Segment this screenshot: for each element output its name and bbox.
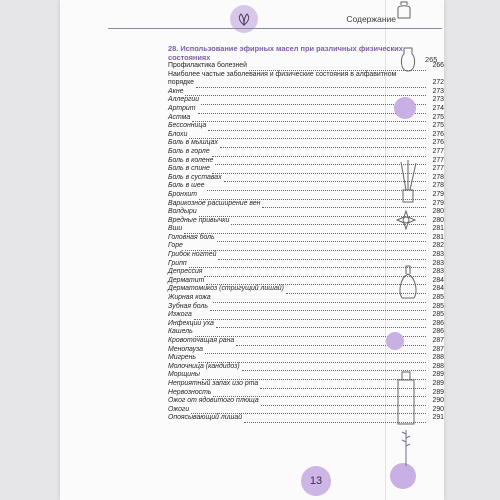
toc-entry-title: Кашель: [168, 328, 193, 336]
page-number-badge: [301, 466, 331, 496]
toc-entry-page: 276: [432, 139, 444, 147]
toc-entry-page: 275: [432, 122, 444, 130]
toc-entry-page: 274: [432, 104, 444, 112]
toc-entry-title: Боль в горле: [168, 147, 210, 155]
dot-leader: [202, 373, 426, 380]
dot-leader: [196, 81, 426, 88]
toc-entry-title: Аллергии: [168, 96, 200, 104]
toc-entry-page: 287: [432, 337, 444, 344]
toc-entry-page: 277: [432, 156, 444, 164]
toc-entry-page: 280: [432, 208, 444, 216]
toc-entry-title: порядке: [168, 79, 194, 87]
toc-entry-page: 282: [432, 242, 444, 250]
toc-entry: [168, 79, 444, 88]
dot-leader: [217, 235, 426, 242]
toc-entry: [168, 234, 444, 243]
book-page: [60, 0, 444, 500]
toc-entry-title: Вши: [168, 225, 183, 233]
toc-entry-page: 287: [432, 345, 444, 353]
lavender-icon: [398, 426, 414, 466]
dot-leader: [212, 150, 426, 157]
dot-leader: [189, 132, 426, 139]
toc-entry-page: 288: [432, 362, 444, 370]
toc-entry-page: 289: [432, 388, 444, 396]
toc-entry-title: Мигрень: [168, 354, 197, 362]
toc-entry-title: Артрит: [168, 104, 196, 112]
toc-entry: [168, 346, 444, 355]
toc-entry-page: 283: [432, 251, 444, 259]
toc-entry-title: Менопауза: [168, 345, 203, 353]
toc-entry-title: Боль в суставах: [168, 173, 222, 181]
dot-leader: [192, 115, 426, 122]
toc-entry-title: Профилактика болезней: [168, 62, 247, 69]
dot-leader: [210, 304, 426, 311]
dot-leader: [218, 253, 426, 260]
dot-leader: [213, 296, 426, 303]
toc-entry-title: Варикозное расширение вен: [168, 199, 261, 207]
dot-leader: [185, 244, 426, 251]
toc-entry-page: 273: [432, 87, 444, 95]
toc-entry-title: Морщины: [168, 371, 200, 379]
header-rule: [108, 28, 442, 29]
toc-entry: [168, 354, 444, 363]
bottle-icon: [396, 262, 420, 302]
dot-leader: [215, 158, 426, 165]
toc-entry-title: Ожог от ядовитого плюща: [168, 397, 259, 405]
toc-entry-page: 266: [432, 62, 444, 69]
bottle-icon: [396, 44, 420, 74]
dot-leader: [207, 184, 427, 191]
toc-entry-title: Бессонница: [168, 122, 207, 130]
dot-leader: [199, 210, 426, 217]
toc-entry-title: Инфекции уха: [168, 319, 214, 327]
toc-entry-title: Горе: [168, 242, 183, 250]
toc-entry-title: Неприятный запах изо рта: [168, 379, 259, 387]
toc-entry-page: 273: [432, 96, 444, 104]
toc-entry-title: Астма: [168, 113, 191, 121]
dot-leader: [201, 98, 426, 105]
toc-entry-page: 277: [432, 165, 444, 173]
toc-entry-page: 284: [432, 276, 444, 284]
toc-entry-page: 279: [432, 199, 444, 207]
section-page-number: 265: [425, 55, 438, 64]
toc-entry: [168, 303, 444, 312]
apothecary-jar-icon: [393, 0, 415, 20]
dot-leader: [194, 313, 426, 320]
toc-entry: [168, 320, 444, 329]
toc-entry: [168, 88, 444, 97]
toc-entry-title: Вредные привычки: [168, 216, 230, 224]
toc-entry-page: 291: [432, 414, 444, 422]
toc-entry-page: 281: [432, 233, 444, 241]
toc-entry-page: 279: [432, 190, 444, 198]
toc-entry-page: 290: [432, 405, 444, 413]
toc-entry-page: 278: [432, 182, 444, 190]
toc-entry: [168, 122, 444, 131]
toc-entry-page: 286: [432, 328, 444, 336]
toc-entry-title: Бронхит: [168, 190, 197, 198]
bottle-icon: [394, 366, 418, 426]
dot-leader: [198, 356, 426, 363]
toc-entry-title: Грибок ногтей: [168, 251, 217, 259]
toc-entry-page: 289: [432, 371, 444, 379]
toc-entry-title: Молочница (кандидоз): [168, 362, 240, 370]
toc-entry-title: Жирная кожа: [168, 294, 211, 302]
toc-entry-title: Нервозность: [168, 388, 212, 396]
dot-leader: [216, 321, 426, 328]
toc-entry-title: Зубная боль: [168, 302, 208, 310]
toc-entry-title: Акне: [168, 87, 184, 95]
toc-entry-page: 275: [432, 113, 444, 121]
toc-entry-title: Грипп: [168, 259, 187, 267]
toc-entry-page: 280: [432, 216, 444, 224]
toc-entry-page: 276: [432, 130, 444, 138]
toc-entry: [168, 242, 444, 251]
dot-leader: [199, 193, 426, 200]
toc-entry-title: Блохи: [168, 130, 188, 138]
toc-entry-title: Кровоточащая рана: [168, 337, 235, 344]
dot-leader: [220, 141, 426, 148]
toc-entry-title: Боль в спине: [168, 165, 210, 173]
toc-entry-page: 278: [432, 173, 444, 181]
toc-entry-page: 281: [432, 225, 444, 233]
page-number: 13: [309, 475, 323, 487]
dot-leader: [212, 167, 426, 174]
toc-entry-title: Боль в шее: [168, 182, 205, 190]
decorative-dot: [386, 332, 404, 350]
toc-entry-page: 286: [432, 319, 444, 327]
toc-entry: [168, 148, 444, 157]
toc-entry-title: Наиболее частые заболевания и физические состояния в алфавитном: [168, 70, 397, 78]
toc-entry-page: 285: [432, 311, 444, 319]
toc-entry-title: Головная боль: [168, 233, 215, 241]
toc-entry-page: 284: [432, 285, 444, 293]
dot-leader: [204, 270, 426, 277]
toc-entry-title: Ожоги: [168, 405, 190, 413]
toc-entry: [168, 251, 444, 260]
toc-entry-page: 289: [432, 379, 444, 387]
dot-leader: [198, 107, 427, 114]
page-header-title: Содержание: [346, 14, 396, 24]
dot-leader: [189, 261, 426, 268]
toc-entry-page: 283: [432, 259, 444, 267]
toc-entry-page: 290: [432, 397, 444, 405]
dot-leader: [185, 89, 426, 96]
section-title: 28. Использование эфирных масел при различных физических состояниях: [168, 44, 403, 62]
toc-entry-title: Изжога: [168, 311, 192, 319]
toc-entry-page: 277: [432, 147, 444, 155]
toc-entry-page: 283: [432, 268, 444, 276]
dot-leader: [208, 124, 426, 131]
toc-entry-title: Депрессия: [168, 268, 203, 276]
toc-entry-title: Дерматомикоз (стригущий лишай): [168, 285, 284, 293]
toc-entry-title: Опоясывающий лишай: [168, 414, 243, 422]
toc-entry: [168, 131, 444, 140]
toc-entry-page: 285: [432, 294, 444, 302]
toc-entry: [168, 311, 444, 320]
dot-leader: [184, 227, 426, 234]
toc-entry-page: 272: [432, 79, 444, 87]
decorative-dot: [394, 97, 416, 119]
toc-entry-title: Дерматит: [168, 276, 205, 284]
toc-entry-title: Боль в колене: [168, 156, 214, 164]
toc-entry-page: 285: [432, 302, 444, 310]
decorative-dot: [390, 463, 416, 489]
flower-icon: [396, 210, 416, 230]
toc-entry-title: Волдыри: [168, 208, 197, 216]
toc-entry-page: 288: [432, 354, 444, 362]
toc-entry: [168, 139, 444, 148]
reed-diffuser-icon: [396, 160, 420, 204]
toc-entry-title: Боль в мышцах: [168, 139, 218, 147]
